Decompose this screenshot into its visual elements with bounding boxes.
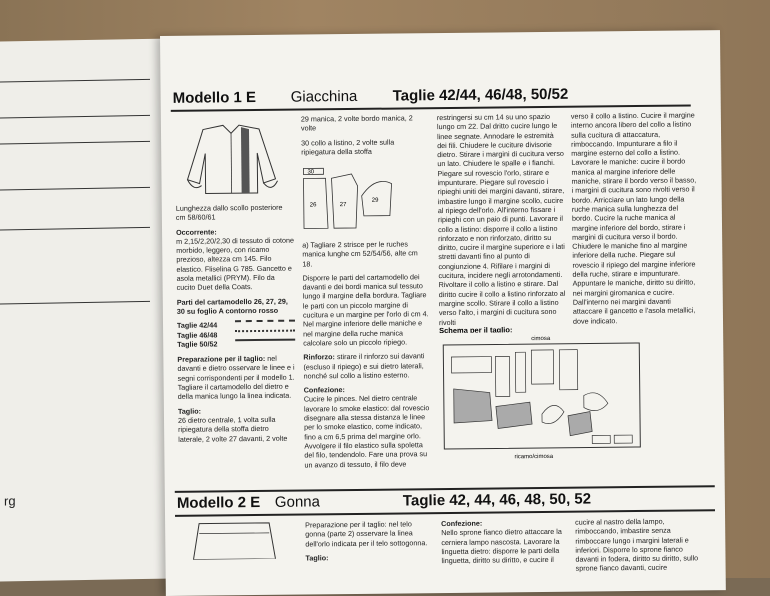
col2-top2: 30 collo a listino, 2 volte sulla ripiegatura della stoffa [301, 137, 395, 157]
model2-sizes: Taglie 42, 44, 46, 48, 50, 52 [402, 490, 592, 510]
legend-size-1: Taglie 42/44 [176, 320, 218, 331]
model2-col2 [305, 519, 431, 568]
model1-header [171, 84, 691, 111]
legend-line-dashed [235, 320, 295, 323]
confezione-text: Cucire le pinces. Nel dietro centrale lavorare lo smoke elastico: dal rovescio disegnare alla stessa distanza le linee per lo smoke elastico, come indicato, fino a cm 6,5 prima del margine orlo. Avvolgere il filo elastico sulla spoletta del filo, tendendolo. Fare una prova su un avanzo di tessuto, il filo deve [303, 393, 430, 470]
left-rule [0, 227, 150, 231]
left-page [0, 38, 174, 581]
taglio-text: 26 dietro centrale, 1 volta sulla ripiegatura della stoffa dietro laterale, 2 volte 27 davanti, 2 volte [177, 414, 288, 444]
model2-confezione-title: Confezione: [441, 518, 483, 529]
fig-label-30: 30 [307, 169, 315, 176]
length-text: Lunghezza dallo scollo posteriore cm 58/60/61 [175, 202, 283, 223]
model2-taglio: Taglio: [305, 553, 329, 563]
model1-number: Modello 1 E [172, 88, 257, 107]
model2-confezione-text: Nello sprone fianco dietro attaccare la cerniera lampo nascosta. Lavorare la linguetta dietro: disporre le parti della linguetta, diritto su diritto, e cucire il [441, 527, 562, 566]
rinforzo-text: stirare il rinforzo sui davanti (escluso il ripiego) e sui dietro laterali, nonché sul collo a listino esterno. [303, 351, 425, 381]
occorrente-title: Occorrente: [176, 227, 217, 237]
column-1 [176, 203, 297, 449]
model1-sizes: Taglie 42/44, 46/48, 50/52 [392, 85, 569, 105]
model1-name: Giacchina [290, 87, 358, 106]
ricamo-label: ricamo/cimosa [514, 453, 554, 461]
prep-text: nel davanti e dietro osservare le linee e i segni corrispondenti per il modello 1. Tagliare il cartamodello del dietro e della manica lungo la linea indicata. [177, 353, 295, 402]
model2-header [175, 485, 715, 517]
column-2-body [302, 239, 430, 474]
legend-size-2: Taglie 46/48 [177, 329, 218, 340]
left-rule [0, 79, 150, 83]
rinforzo-title: Rinforzo: [303, 352, 335, 362]
pattern-pieces-figure [301, 165, 432, 236]
cimosa-label: cimosa [531, 335, 551, 343]
left-fragment-text: rg [4, 493, 16, 509]
cutting-layout-figure [439, 331, 650, 463]
fig-label-26: 26 [309, 202, 317, 209]
left-rule [0, 141, 150, 145]
left-rule [0, 115, 150, 119]
col2-a: a) Tagliare 2 strisce per le ruches manica lunghe cm 52/54/56, alte cm 18. [302, 239, 418, 269]
model2-number: Modello 2 E [176, 493, 261, 512]
legend-line-dotted [235, 329, 295, 332]
legend-line-solid [235, 338, 295, 341]
jacket-illustration [175, 119, 288, 200]
model2-prep-text: Preparazione per il taglio: nel telo gonna (parte 2) osservare la linea dell'orlo indicata per il telo sottogonna. [305, 519, 428, 549]
column-4 [571, 110, 701, 330]
fig-label-27: 27 [339, 202, 347, 209]
confezione-title: Confezione: [303, 385, 345, 395]
occorrente-text: m 2,15/2,20/2,30 di tessuto di cotone morbido, leggero, con ricamo prezioso, altezza cm 145. Filo elastico. Fliselina G 785. Gancetto e asola metallici (PRYM). Filo da cucito Duet della Coats. [176, 235, 295, 293]
model2-col4 [575, 516, 704, 578]
legend-row [177, 338, 295, 349]
prep-title: Preparazione per il taglio: [177, 354, 266, 364]
model2-name: Gonna [274, 493, 321, 511]
col2-b: Disporre le parti del cartamodello dei davanti e dei bordi manica sul tessuto lungo il margine della bordura. Tagliare le parti con un piccolo margine di cucitura e un margine per l'orlo di cm 4. Nel margine inferiore delle maniche e nel margine della ruche manica calcolare solo un piccolo ripiego. [302, 272, 429, 348]
skirt-illustration [179, 519, 289, 560]
col4-text: verso il collo a listino. Cucire il margine interno ancora libero del collo a listino sulla cucitura di attaccatura, rimboccando. Impunturare a filo il margine esterno del collo a listino. Lavorare le maniche: cucire il bordo manica al margine inferiore delle maniche, stirare il bordo verso il basso, i margini di cucitura sono rivolti verso il bordo. Arricciare un lato lungo della ruche manica sulla lunghezza del bordo. Cucire la ruche manica al margine inferiore del bordo, stirare i margini di cucitura verso il bordo. Chiudere le maniche fino al margine inferiore della ruche. Piegare sul rovescio il ripiego del margine inferiore della ruche, stirare e impunturare. Appuntare le maniche, diritto su diritto, nei margini giromanica e cucire. Dall'interno nei margini davanti attaccare il gancetto e l'asola metallici, dove indicato. [570, 110, 697, 326]
column-2 [301, 113, 427, 162]
parts-title: Parti del cartamodello 26, 27, 29, 30 su foglio A contorno rosso [176, 296, 288, 316]
taglio-title: Taglio: [177, 406, 202, 416]
legend-size-3: Taglie 50/52 [177, 339, 218, 349]
column-3 [437, 112, 567, 332]
col2-top: 29 manica, 2 volte bordo manica, 2 volte [300, 113, 413, 133]
right-page [160, 30, 726, 596]
schema-title: Schema per il taglio: [439, 325, 513, 336]
left-rule [0, 187, 150, 191]
left-rule [0, 301, 150, 305]
model2-col4-text: cucire al nastro della lampo, rimboccando, imbastire senza rimboccare lungo i margini laterali e inferiori. Disporre lo sprone fianco davanti in fodera, diritto su diritto, sullo sprone fianco davanti, cucire [575, 516, 699, 574]
model2-col3 [441, 518, 570, 571]
fig-label-29: 29 [371, 197, 379, 204]
col3-text: restringersi su cm 14 su uno spazio lungo cm 22. Dal dritto cucire lungo le linee segnate. Annodare le estremità dei fili. Chiudere le cuciture divisorie dietro. Stirare i margini di cucitura verso un lato. Chiudere le spalle e i fianchi. Piegare sul rovescio l'orlo, stirare e impunturare. Piegare sul rovescio i ripieghi uniti dei margini davanti, stirare, imbastire lungo il margine scollo, cucire al ripiego dell'orlo. All'interno fissare i ripieghi con un paio di punti. Lavorare il collo a listino: disporre il collo a listino rinforzato e non rinforzato, diritto su diritto, cucire il margine superiore e i lati stretti davanti fino al punto di congiunzione 4. Rifilare i margini di cucitura, incidere negli arrotondamenti. Rivoltare il collo a listino e stirare. Dal diritto cucire il collo a listino rinforzato al margine scollo. Stirare il collo a listino verso l'alto, i margini di cucitura sono rivolti [436, 111, 566, 327]
